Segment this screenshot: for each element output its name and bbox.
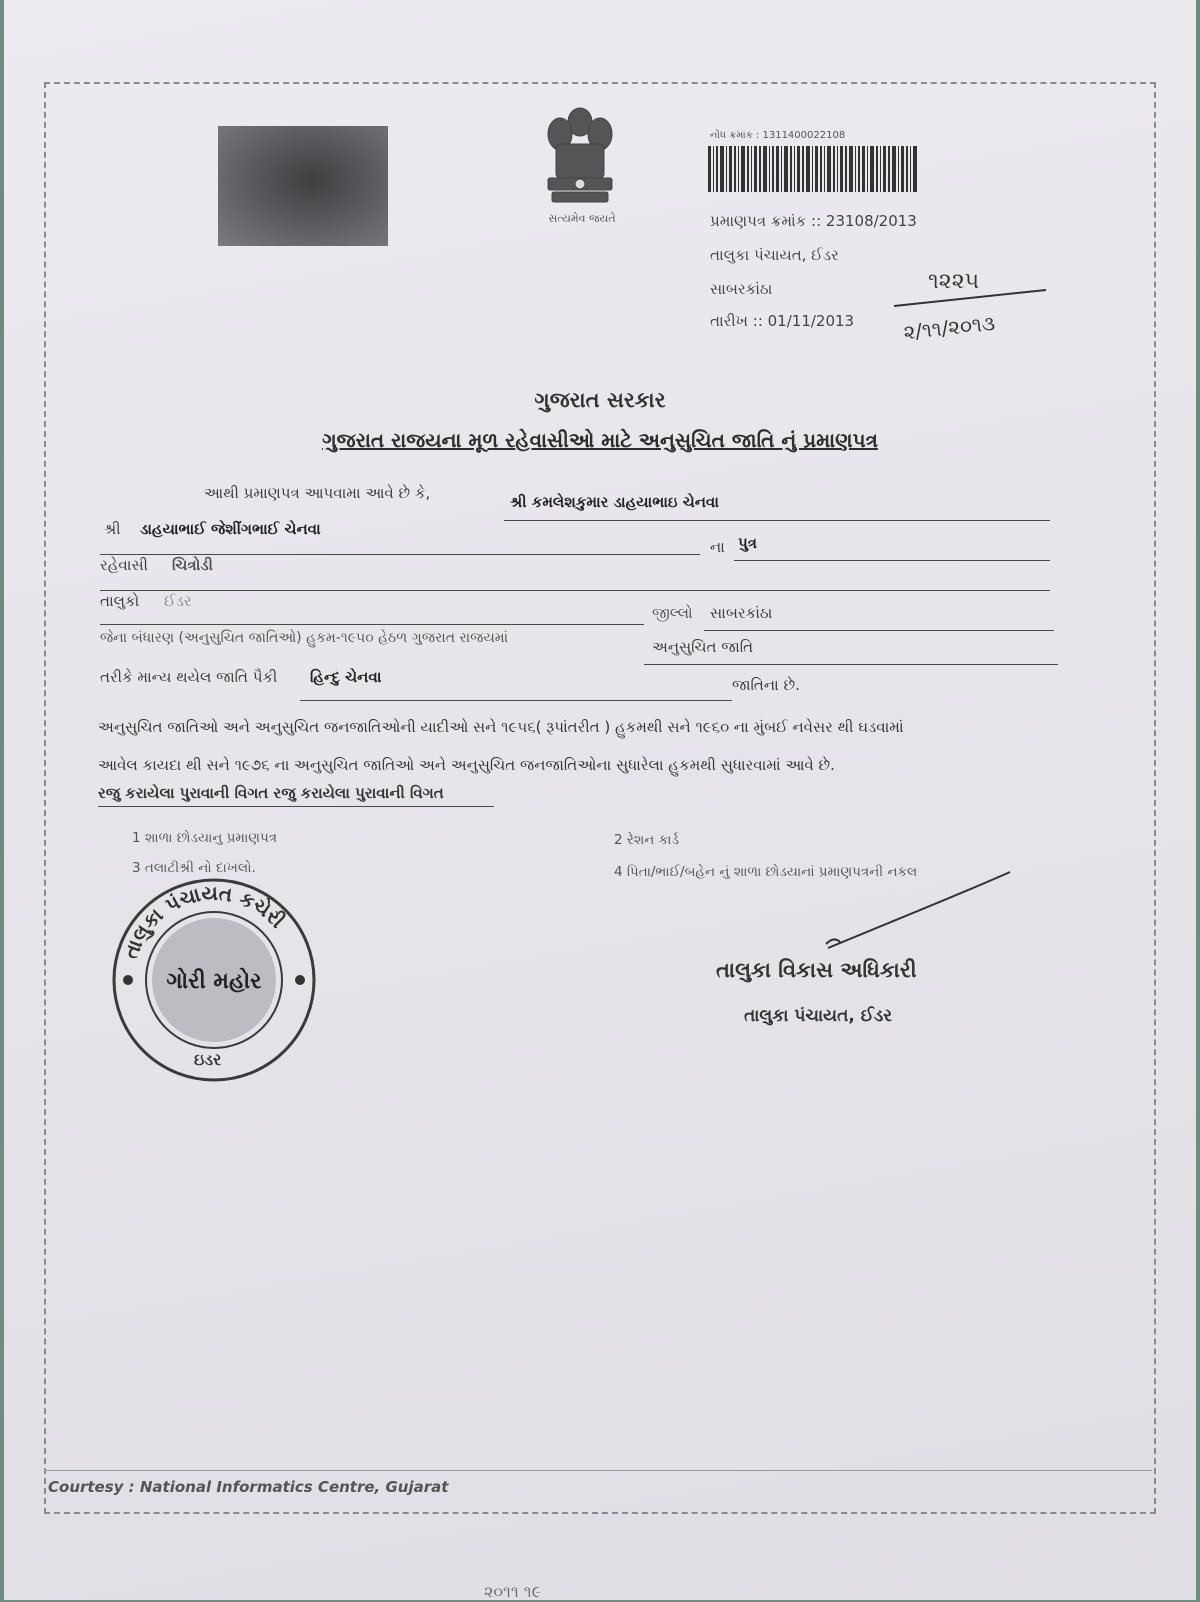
legal-paragraph-line-1: અનુસુચિત જાતિઓ અને અનુસુચિત જનજાતિઓની યાદીઓ સને ૧૯૫૬( રૂપાંતરીત ) હુકમથી સને ૧૯૬૦ ના મુંબઈ નવેસર થી ઘડવામાં <box>98 718 904 736</box>
caste-value: હિન્દુ ચેનવા <box>310 668 382 686</box>
recognized-label: તરીકે માન્ય થયેલ જાતિ પૈકી <box>100 668 278 686</box>
father-name: ડાહયાભાઈ જેશીંગભાઈ ચેનવા <box>140 520 321 538</box>
district-value: સાબરકાંઠા <box>710 604 773 622</box>
courtesy-footer: Courtesy : National Informatics Centre, Gujarat <box>48 1478 449 1496</box>
relation-value: પુત્ર <box>738 534 757 552</box>
signature-stroke <box>820 870 1020 950</box>
evidence-item: 1 શાળા છોડયાનુ પ્રમાણપત્ર <box>132 830 278 846</box>
order-text: જેના બંધારણ (અનુસુચિત જાતિઓ) હુકમ-૧૯૫૦ હેઠળ ગુજરાત રાજયમાં <box>100 630 509 646</box>
district-line <box>704 630 1054 631</box>
bottom-handwriting: ૨૦૧૧ ૧૯ <box>484 1582 542 1601</box>
holder-name: શ્રી કમલેશકુમાર ડાહયાભાઇ ચેનવા <box>510 493 719 511</box>
signatory-office: તાલુકા પંચાયત, ઈડર <box>744 1006 892 1026</box>
evidence-heading-underline <box>98 806 494 807</box>
seal-ring-text: તાલુકા પંચાયત કચેરી <box>118 880 290 962</box>
father-name-line <box>100 554 700 555</box>
signatory-designation: તાલુકા વિકાસ અધિકારી <box>716 958 917 982</box>
handwritten-date: ૨/૧૧/૨૦૧૩ <box>902 310 997 345</box>
caste-suffix: જાતિના છે. <box>732 676 800 694</box>
national-emblem-icon <box>530 100 630 210</box>
taluka-label: તાલુકો <box>100 592 140 610</box>
category-line <box>644 664 1058 665</box>
certificate-number: પ્રમાણપત્ર ક્રમાંક :: 23108/2013 <box>710 212 917 230</box>
certificate-title <box>4 428 1196 452</box>
taluka-line <box>100 624 644 625</box>
certificate-paper <box>4 0 1196 1600</box>
legal-paragraph-line-2: આવેલ કાયદા થી સને ૧૯૭૬ ના અનુસુચિત જાતિઓ અને અનુસુચિત જનજાતિઓના સુધારેલા હુકમથી સુધારવામાં આવે છે. <box>98 756 835 774</box>
taluka-value: ઈડર <box>164 592 192 610</box>
relation-line <box>734 560 1050 561</box>
certificate-title-text: ગુજરાત રાજયના મૂળ રહેવાસીઓ માટે અનુસુચિત જાતિ નું પ્રમાણપત્ર <box>322 428 878 452</box>
intro-text: આથી પ્રમાણપત્ર આપવામા આવે છે કે, <box>204 484 431 502</box>
government-name: ગુજરાત સરકાર <box>534 388 666 412</box>
issuing-office: તાલુકા પંચાયત, ઈડર <box>710 246 839 264</box>
holder-name-line <box>504 520 1050 521</box>
evidence-item: 3 તલાટીશ્રી નો દાખલો. <box>132 860 256 876</box>
category-value: અનુસુચિત જાતિ <box>652 638 754 656</box>
serial-number: નોંધ ક્રમાંક : 1311400022108 <box>710 130 846 141</box>
resident-label: રહેવાસી <box>100 556 148 574</box>
resident-value: ચિત્રોડી <box>172 556 213 574</box>
evidence-heading: રજુ કરાયેલા પુરાવાની વિગત રજુ કરાયેલા પુરાવાની વિગત <box>98 784 444 802</box>
resident-line <box>100 590 1050 591</box>
district-label: જીલ્લો <box>652 604 693 622</box>
barcode-icon <box>708 146 920 192</box>
holder-photo <box>218 126 388 246</box>
handwritten-number: ૧૨૨૫ <box>928 269 980 294</box>
seal-town: ઇડર <box>194 1050 222 1069</box>
evidence-item: 4 પિતા/ભાઈ/બહેન નું શાળા છોડયાનાં પ્રમાણપત્રની નકલ <box>614 864 918 880</box>
footer-divider <box>44 1470 1152 1471</box>
caste-line <box>300 700 732 701</box>
issue-date: તારીખ :: 01/11/2013 <box>710 312 855 330</box>
relation-prefix: ના <box>710 538 725 556</box>
issuing-district: સાબરકાંઠા <box>710 280 773 298</box>
emblem-motto: સત્યમેવ જયતે <box>548 212 616 225</box>
father-prefix: શ્રી <box>104 520 121 538</box>
seal-center-text: ગોરી મહોર <box>166 969 262 994</box>
evidence-item: 2 રેશન કાર્ડ <box>614 832 679 848</box>
handwritten-inward-note <box>894 260 1054 350</box>
